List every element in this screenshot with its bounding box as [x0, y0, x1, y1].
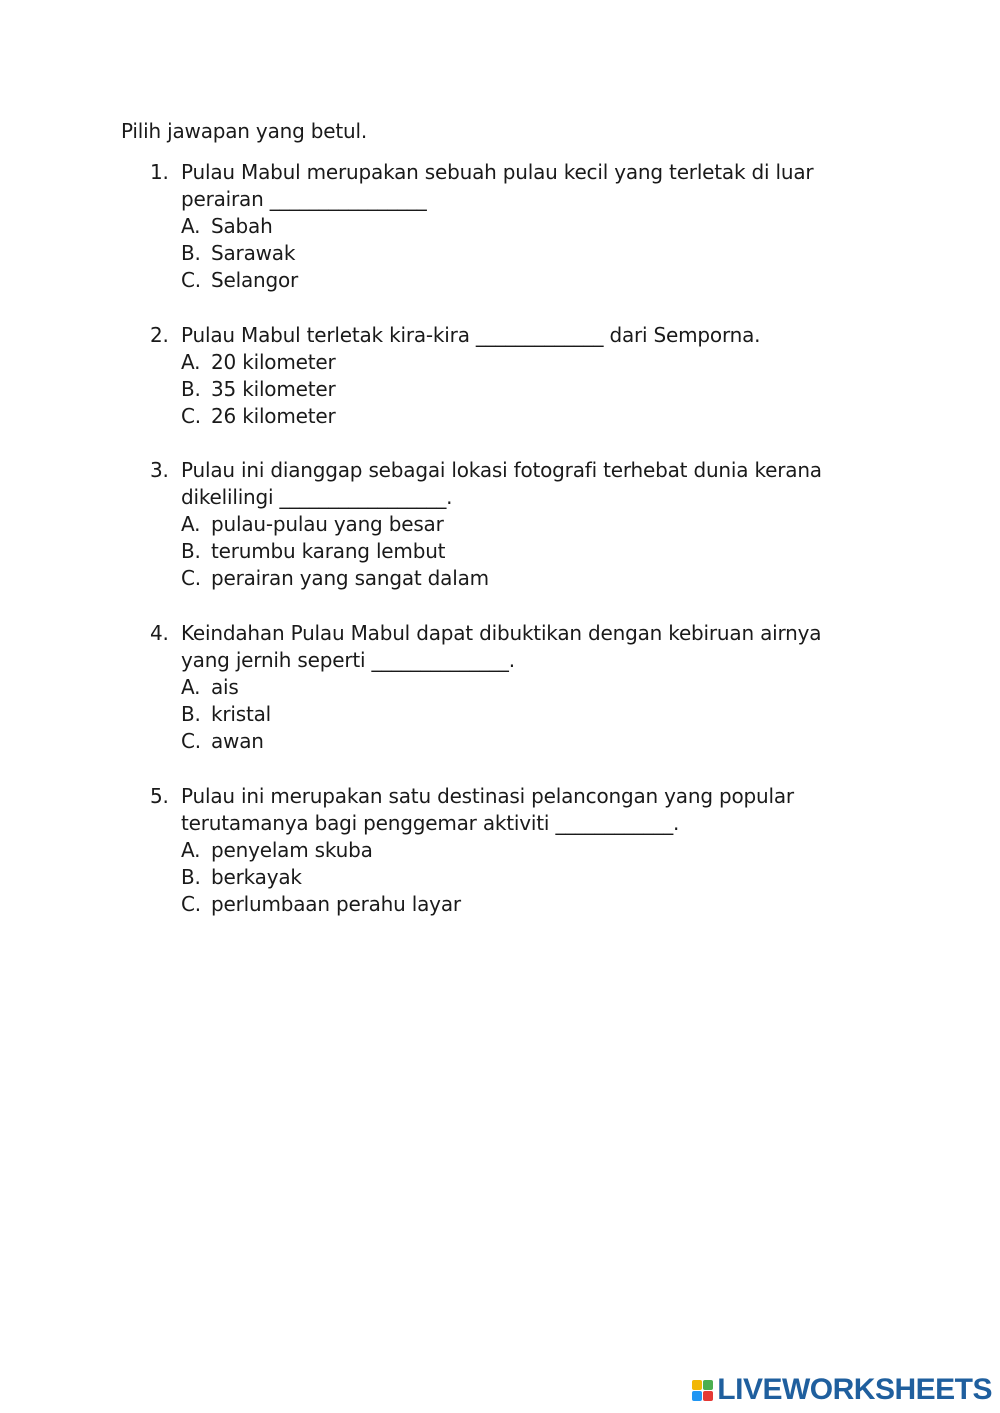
option-b[interactable]	[181, 376, 870, 403]
option-c[interactable]	[181, 565, 870, 592]
option-text: perlumbaan perahu layar	[211, 892, 461, 916]
liveworksheets-logo-icon	[692, 1380, 713, 1401]
option-letter: C.	[181, 404, 201, 428]
option-c[interactable]	[181, 267, 870, 294]
question-text: Keindahan Pulau Mabul dapat dibuktikan dengan kebiruan airnya yang jernih seperti ______________.	[181, 621, 822, 672]
instruction-text: Pilih jawapan yang betul.	[121, 119, 367, 143]
option-list	[150, 674, 870, 755]
question-3	[150, 457, 870, 592]
option-text: Sarawak	[211, 241, 296, 265]
option-list	[150, 837, 870, 918]
liveworksheets-logo	[692, 1373, 992, 1407]
option-c[interactable]	[181, 728, 870, 755]
option-letter: A.	[181, 838, 201, 862]
option-text: kristal	[211, 702, 272, 726]
logo-square-1	[692, 1380, 702, 1390]
option-letter: C.	[181, 729, 201, 753]
option-a[interactable]	[181, 349, 870, 376]
option-letter: B.	[181, 539, 201, 563]
option-letter: A.	[181, 512, 201, 536]
option-b[interactable]	[181, 538, 870, 565]
option-text: pulau-pulau yang besar	[211, 512, 444, 536]
option-list	[150, 213, 870, 294]
option-letter: C.	[181, 892, 201, 916]
option-letter: A.	[181, 675, 201, 699]
option-list	[150, 511, 870, 592]
question-1	[150, 159, 870, 294]
question-2	[150, 322, 870, 430]
option-letter: B.	[181, 241, 201, 265]
option-text: awan	[211, 729, 264, 753]
question-text: Pulau Mabul terletak kira-kira _____________ dari Semporna.	[181, 323, 761, 347]
question-number: 5.	[150, 784, 169, 808]
question-4	[150, 620, 870, 755]
question-text: Pulau ini dianggap sebagai lokasi fotografi terhebat dunia kerana dikelilingi _________________.	[181, 458, 822, 509]
option-text: 35 kilometer	[211, 377, 336, 401]
option-a[interactable]	[181, 511, 870, 538]
question-text: Pulau Mabul merupakan sebuah pulau kecil yang terletak di luar perairan ________________	[181, 160, 814, 211]
option-list	[150, 349, 870, 430]
option-c[interactable]	[181, 891, 870, 918]
option-letter: B.	[181, 702, 201, 726]
option-a[interactable]	[181, 837, 870, 864]
option-letter: C.	[181, 566, 201, 590]
option-text: berkayak	[211, 865, 302, 889]
option-text: ais	[211, 675, 239, 699]
option-letter: A.	[181, 350, 201, 374]
option-a[interactable]	[181, 213, 870, 240]
logo-text: LIVEWORKSHEETS	[717, 1373, 992, 1406]
option-b[interactable]	[181, 240, 870, 267]
option-text: perairan yang sangat dalam	[211, 566, 489, 590]
option-text: Sabah	[211, 214, 273, 238]
option-letter: B.	[181, 865, 201, 889]
logo-square-2	[703, 1380, 713, 1390]
option-letter: B.	[181, 377, 201, 401]
question-number: 4.	[150, 621, 169, 645]
option-text: 20 kilometer	[211, 350, 336, 374]
option-letter: C.	[181, 268, 201, 292]
question-text: Pulau ini merupakan satu destinasi pelancongan yang popular terutamanya bagi penggemar aktiviti ____________.	[181, 784, 794, 835]
option-text: Selangor	[211, 268, 299, 292]
option-text: 26 kilometer	[211, 404, 336, 428]
question-5	[150, 783, 870, 918]
option-c[interactable]	[181, 403, 870, 430]
question-number: 3.	[150, 458, 169, 482]
option-text: penyelam skuba	[211, 838, 373, 862]
option-letter: A.	[181, 214, 201, 238]
logo-square-3	[692, 1391, 702, 1401]
logo-square-4	[703, 1391, 713, 1401]
option-b[interactable]	[181, 701, 870, 728]
option-b[interactable]	[181, 864, 870, 891]
option-text: terumbu karang lembut	[211, 539, 446, 563]
question-number: 1.	[150, 160, 169, 184]
option-a[interactable]	[181, 674, 870, 701]
question-number: 2.	[150, 323, 169, 347]
